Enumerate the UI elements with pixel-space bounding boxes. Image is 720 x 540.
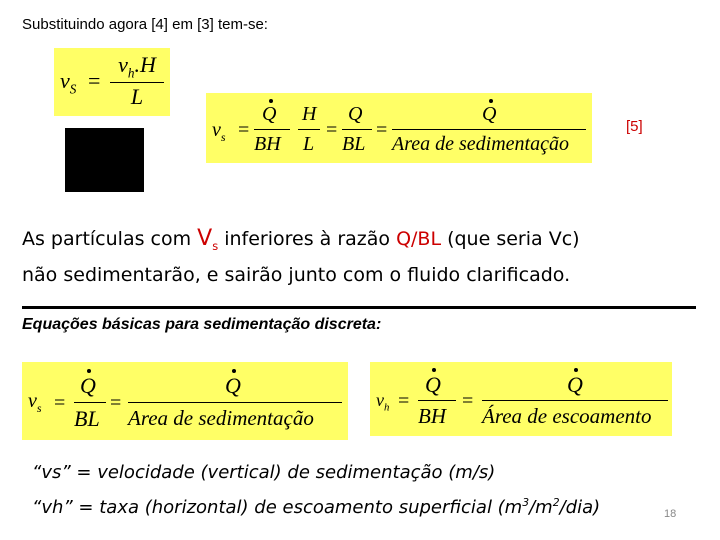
fraction-bar xyxy=(74,402,106,403)
eql-q: Q xyxy=(80,373,96,398)
eqr-q2: Q xyxy=(567,372,583,397)
eqr-lhs-sub: h xyxy=(384,401,390,414)
definitions xyxy=(32,458,600,523)
black-rectangle xyxy=(65,128,144,192)
equation-box-vs xyxy=(54,48,170,116)
eqr-q: Q xyxy=(425,372,441,397)
definition-vh: “vh” = taxa (horizontal) de escoamento superficial $(m^3/m^2/dia)$ xyxy=(32,496,601,518)
eql-equals-2: = xyxy=(110,392,122,414)
divider xyxy=(22,306,696,309)
explanation-paragraph xyxy=(22,224,702,290)
eq5-bl: BL xyxy=(342,133,366,155)
eql-area: Area de sedimentação xyxy=(128,406,314,430)
eq5-q: Q xyxy=(262,103,277,125)
eq-lhs-sub: S xyxy=(69,81,77,97)
subheading: Equações básicas para sedimentação discreta: xyxy=(22,316,382,333)
eq5-area: Area de sedimentação xyxy=(392,133,569,155)
fraction-bar xyxy=(482,400,668,401)
fraction-bar xyxy=(418,400,456,401)
eq5-equals-3: = xyxy=(376,119,388,141)
eq-equals: = xyxy=(88,68,101,93)
eqr-equals-2: = xyxy=(462,390,474,412)
equation-box-5 xyxy=(206,93,592,163)
slide-title: Substituindo agora [4] em [3] tem-se: xyxy=(22,16,268,33)
eql-lhs-sub: s xyxy=(36,401,42,415)
eqr-bh: BH xyxy=(418,404,446,428)
page-number: 18 xyxy=(664,508,677,520)
eql-lhs: v xyxy=(28,390,37,412)
eq5-lhs: v xyxy=(212,119,221,141)
fraction-bar xyxy=(254,129,290,130)
fraction-bar xyxy=(128,402,342,403)
eq-lhs: v xyxy=(60,68,70,93)
equation-tag: [5] xyxy=(626,118,643,135)
eqr-equals: = xyxy=(398,390,410,412)
eql-q2: Q xyxy=(225,373,241,398)
fraction-bar xyxy=(342,129,372,130)
eq5-equals-2: = xyxy=(326,119,338,141)
eq-den: L xyxy=(130,84,144,109)
eq5-equals: = xyxy=(238,119,250,141)
paragraph-line-2: não sedimentarão, e sairão junto com o fluido clarificado. xyxy=(22,263,571,286)
fraction-bar xyxy=(392,129,586,130)
eq-num: v xyxy=(118,52,128,77)
eqr-lhs: v xyxy=(376,390,384,410)
eql-equals: = xyxy=(54,392,66,414)
eq5-l: L xyxy=(303,133,315,155)
equation-box-vh xyxy=(370,362,672,436)
eq5-q3: Q xyxy=(482,103,497,125)
eq5-h: H xyxy=(302,103,317,125)
eql-bl: BL xyxy=(74,406,100,431)
fraction-bar xyxy=(298,129,320,130)
paragraph-line-1: As partículas com $V_s$ inferiores à razão Q/BL (que seria Vc) xyxy=(22,226,580,253)
eq-num-rest: .H xyxy=(134,52,156,77)
eq-num-sub: h xyxy=(127,65,135,81)
eq5-bh: BH xyxy=(254,133,281,155)
equation-box-vs-discrete xyxy=(22,362,348,440)
eqr-area: Área de escoamento xyxy=(482,404,652,428)
eq5-q2: Q xyxy=(348,103,363,125)
eq5-lhs-sub: s xyxy=(220,130,226,144)
definition-vs: “vs” = velocidade (vertical) de sedimentação (m/s) xyxy=(32,462,496,483)
